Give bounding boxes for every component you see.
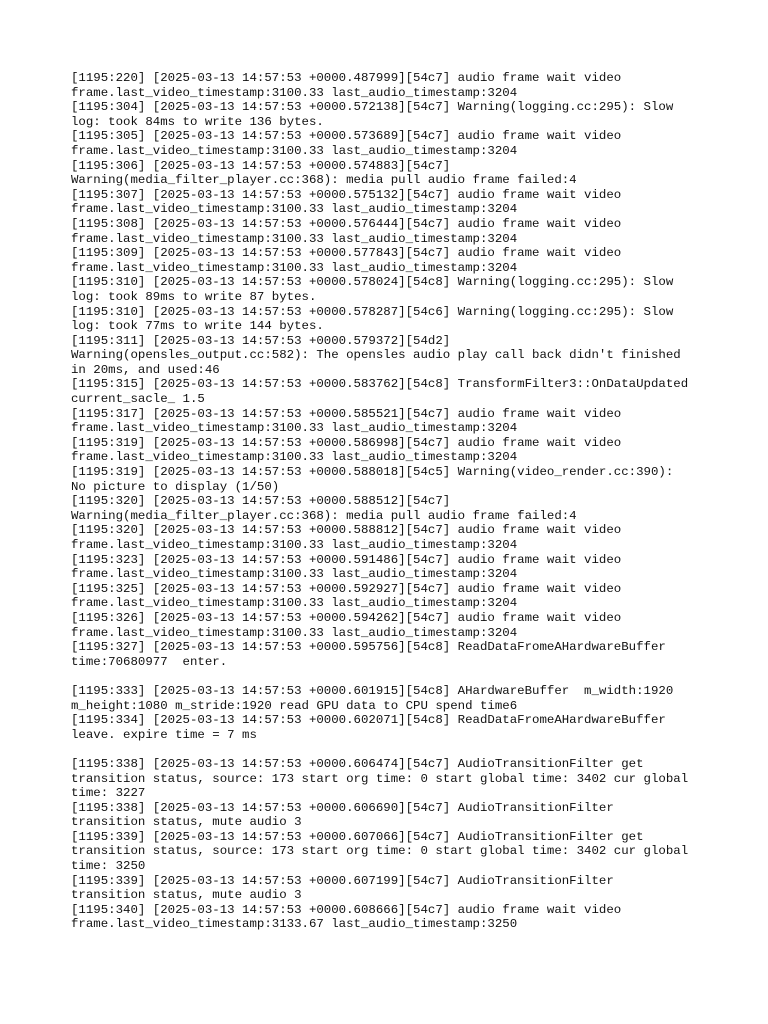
log-entry: [1195:317] [2025-03-13 14:57:53 +0000.585521][54c7] audio frame wait video frame.last_video_timestamp:3100.33 last_audio_timestamp:3204 xyxy=(71,406,622,436)
log-entry: [1195:326] [2025-03-13 14:57:53 +0000.594262][54c7] audio frame wait video frame.last_video_timestamp:3100.33 last_audio_timestamp:3204 xyxy=(71,610,622,640)
log-entry: [1195:304] [2025-03-13 14:57:53 +0000.572138][54c7] Warning(logging.cc:295): Slow log: took 84ms to write 136 bytes. xyxy=(71,100,674,129)
log-entry: [1195:220] [2025-03-13 14:57:53 +0000.487999][54c7] audio frame wait video frame.last_video_timestamp:3100.33 last_audio_timestamp:3204 xyxy=(71,71,622,100)
log-entry: [1195:320] [2025-03-13 14:57:53 +0000.588812][54c7] audio frame wait video frame.last_video_timestamp:3100.33 last_audio_timestamp:3204 xyxy=(71,523,622,552)
log-entry: [1195:307] [2025-03-13 14:57:53 +0000.575132][54c7] audio frame wait video frame.last_video_timestamp:3100.33 last_audio_timestamp:3204 xyxy=(71,187,622,217)
log-entry: [1195:338] [2025-03-13 14:57:53 +0000.606474][54c7] AudioTransitionFilter get transition status, source: 173 start org time: 0 start global time: 3402 cur global time: 3227 xyxy=(71,756,689,801)
log-document xyxy=(71,71,731,932)
log-entry: [1195:334] [2025-03-13 14:57:53 +0000.602071][54c8] ReadDataFromeAHardwareBuffer leave. expire time = 7 ms xyxy=(71,713,666,742)
blank-line xyxy=(71,742,731,757)
log-entry: [1195:338] [2025-03-13 14:57:53 +0000.606690][54c7] AudioTransitionFilter transition status, mute audio 3 xyxy=(71,800,614,830)
log-entry: [1195:306] [2025-03-13 14:57:53 +0000.574883][54c7] Warning(media_filter_player.cc:368): media pull audio frame failed:4 xyxy=(71,158,577,188)
log-entry: [1195:320] [2025-03-13 14:57:53 +0000.588512][54c7] Warning(media_filter_player.cc:368): media pull audio frame failed:4 xyxy=(71,494,577,523)
log-entry: [1195:319] [2025-03-13 14:57:53 +0000.586998][54c7] audio frame wait video frame.last_video_timestamp:3100.33 last_audio_timestamp:3204 xyxy=(71,435,622,465)
log-entry: [1195:339] [2025-03-13 14:57:53 +0000.607066][54c7] AudioTransitionFilter get transition status, source: 173 start org time: 0 start global time: 3402 cur global time: 3250 xyxy=(71,829,689,874)
log-entry: [1195:308] [2025-03-13 14:57:53 +0000.576444][54c7] audio frame wait video frame.last_video_timestamp:3100.33 last_audio_timestamp:3204 xyxy=(71,216,622,246)
log-entry: [1195:340] [2025-03-13 14:57:53 +0000.608666][54c7] audio frame wait video frame.last_video_timestamp:3133.67 last_audio_timestamp:3250 xyxy=(71,902,622,932)
blank-line xyxy=(71,669,731,684)
log-entry: [1195:327] [2025-03-13 14:57:53 +0000.595756][54c8] ReadDataFromeAHardwareBuffer time:70680977 enter. xyxy=(71,640,666,669)
log-entry: [1195:310] [2025-03-13 14:57:53 +0000.578024][54c8] Warning(logging.cc:295): Slow log: took 89ms to write 87 bytes. xyxy=(71,275,674,304)
log-entry: [1195:325] [2025-03-13 14:57:53 +0000.592927][54c7] audio frame wait video frame.last_video_timestamp:3100.33 last_audio_timestamp:3204 xyxy=(71,581,622,611)
log-entry: [1195:333] [2025-03-13 14:57:53 +0000.601915][54c8] AHardwareBuffer m_width:1920 m_height:1080 m_stride:1920 read GPU data to CPU spend time6 xyxy=(71,683,674,713)
log-entry: [1195:319] [2025-03-13 14:57:53 +0000.588018][54c5] Warning(video_render.cc:390): No picture to display (1/50) xyxy=(71,465,674,494)
log-entry: [1195:311] [2025-03-13 14:57:53 +0000.579372][54d2] Warning(opensles_output.cc:582): The opensles audio play call back didn't finished in 20ms, and used:46 xyxy=(71,333,681,377)
log-entry: [1195:310] [2025-03-13 14:57:53 +0000.578287][54c6] Warning(logging.cc:295): Slow log: took 77ms to write 144 bytes. xyxy=(71,304,674,334)
log-entry: [1195:305] [2025-03-13 14:57:53 +0000.573689][54c7] audio frame wait video frame.last_video_timestamp:3100.33 last_audio_timestamp:3204 xyxy=(71,129,622,158)
log-entry: [1195:339] [2025-03-13 14:57:53 +0000.607199][54c7] AudioTransitionFilter transition status, mute audio 3 xyxy=(71,873,614,903)
log-entry: [1195:323] [2025-03-13 14:57:53 +0000.591486][54c7] audio frame wait video frame.last_video_timestamp:3100.33 last_audio_timestamp:3204 xyxy=(71,552,622,582)
log-entry: [1195:315] [2025-03-13 14:57:53 +0000.583762][54c8] TransformFilter3::OnDataUpdated current_sacle_ 1.5 xyxy=(71,377,689,407)
log-entry: [1195:309] [2025-03-13 14:57:53 +0000.577843][54c7] audio frame wait video frame.last_video_timestamp:3100.33 last_audio_timestamp:3204 xyxy=(71,246,622,275)
